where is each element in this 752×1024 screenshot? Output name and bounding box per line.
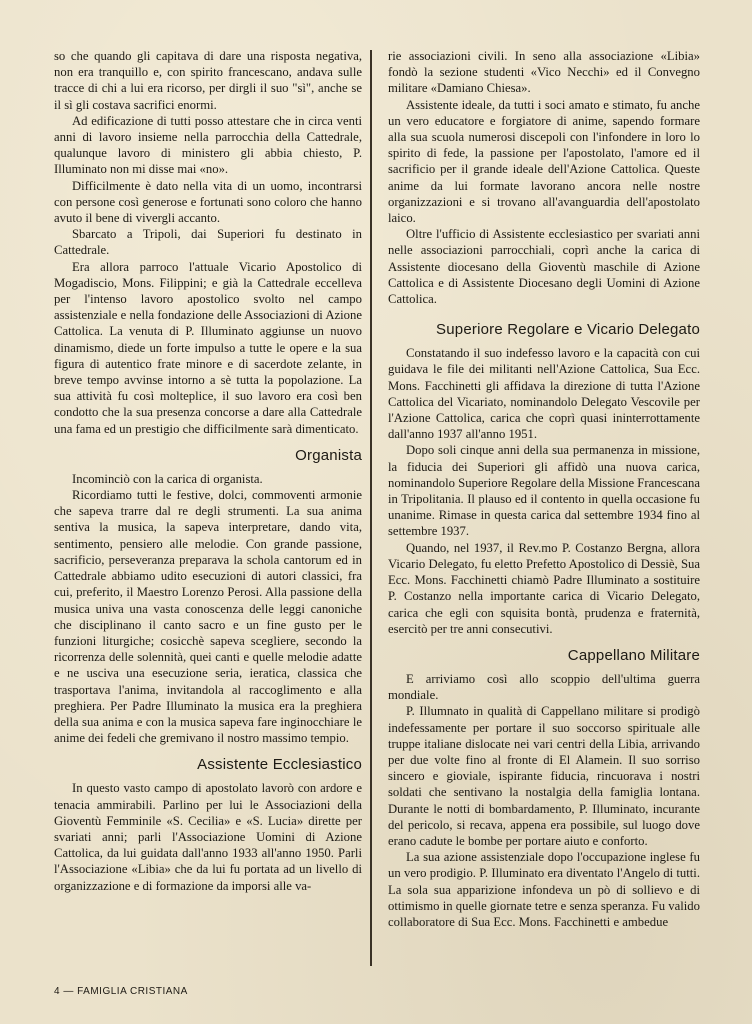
paragraph: E arriviamo così allo scoppio dell'ultima guerra mondiale. (388, 671, 700, 703)
section-heading-cappellano: Cappellano Militare (567, 646, 700, 664)
paragraph: Dopo soli cinque anni della sua permanenza in missione, la fiducia dei Superiori gli affidò una nuova carica, nominandolo Superiore Regolare della Missione Francescana in Tripolitania. Il plauso ed il contento in quella occasione fu unanime. Rimase in questa carica dal settembre 1934 fino al settembre 1937. (388, 443, 700, 539)
section-heading-assistente: Assistente Ecclesiastico (197, 756, 362, 774)
paragraph: so che quando gli capitava di dare una risposta negativa, non era tranquillo e, con spirito francescano, andava sulle tracce di chi a lui era ricorso, per dirgli il suo "sì", anche se il sì gli costava sacrifici enormi. (54, 49, 362, 112)
paragraph: rie associazioni civili. In seno alla associazione «Libia» fondò la sezione studenti «Vico Necchi» ed il Convegno militare «Damiano Chiesa». (388, 49, 700, 96)
paragraph: In questo vasto campo di apostolato lavorò con ardore e tenacia ammirabili. Parlino per lui le Associazioni della Gioventù Femminile «S. Cecilia» e «S. Lucia» dirette per svariati anni; parli l'Associazione Uomini di Azione Cattolica, da lui guidata dall'anno 1933 all'anno 1950. Parli l'Associazione «Libia» che da lui fu portata ad un livello di organizzazione e di formazione da imporsi alle va- (54, 781, 362, 893)
paragraph: Sbarcato a Tripoli, dai Superiori fu destinato in Cattedrale. (54, 227, 362, 258)
paragraph: P. Illumnato in qualità di Cappellano militare si prodigò indefessamente per portare il suo soccorso spirituale alle truppe italiane dislocate nei vari centri della Libia, arrivando per due volte fino al fronte di El Alamein. Il suo sorriso sincero e gioviale, ispirante fiducia, rincuorava i nostri soldati che sentivano la nostalgia della famiglia lontana. Durante le notti di bombardamento, P. Illuminato, incurante del pericolo, si recava, appena era possibile, sul luogo dove erano cadute le bombe per portare aiuto e conforto. (388, 704, 700, 848)
paragraph: Quando, nel 1937, il Rev.mo P. Costanzo Bergna, allora Vicario Delegato, fu eletto Prefetto Apostolico di Dessiè, Sua Ecc. Mons. Facchinetti chiamò Padre Illuminato a sostituire P. Costanzo nella importante carica di Vicario Delegato, carica che egli con squisita bontà, prudenza e fraternità, esercitò per tre anni consecutivi. (388, 540, 700, 636)
paragraph: Ricordiamo tutti le festive, dolci, commoventi armonie che sapeva trarre dal re degli strumenti. La sua anima sentiva la musica, la sapeva interpretare, dando vita, sentimento, pensiero alle melodie. Con grande passione, sacrificio, perseveranza preparava la schola cantorum ed in Cattedrale abbiamo udito esecuzioni di autori classici, fra cui, preferito, il Maestro Lorenzo Perosi. Alla passione della musica univa una vasta conoscenza delle leggi canoniche che disciplinano il canto sacro e un fine gusto per le funzioni liturgiche; cosicchè sapeva scegliere, secondo la ricorrenza delle solennità, quei canti e quelle melodie adatte e ne usciva una esecuzione seria, ieratica, classica che trasportava l'anima, invitandola al raccoglimento e alla preghiera. Per Padre Illuminato la musica era la preghiera della sua anima e con la musica sapeva fare inginocchiare le anime dei fedeli che gremivano il nostro massimo tempio. (54, 488, 362, 746)
paragraph: Era allora parroco l'attuale Vicario Apostolico di Mogadiscio, Mons. Filippini; e già la Cattedrale eccelleva per l'intenso lavoro apostolico svolto nel campo assistenziale e nella fondazione delle Associazioni di Azione Cattolica. La venuta di P. Illuminato aggiunse un nuovo dinamismo, diede un forte impulso a tutte le opere e la sua figura di autentico frate minore e di sacerdote zelante, in breve tempo avvinse intorno a sè tutta la popolazione. La sua attività fu così molteplice, il suo lavoro era così ben condotto che la sua presenza concorse a dare alla Cattedrale una fama ed un prestigio che difficilmente sarà dimenticato. (54, 259, 362, 436)
paragraph: Difficilmente è dato nella vita di un uomo, incontrarsi con persone così generose e fortunati sono coloro che hanno avuto il bene di vivergli accanto. (54, 178, 362, 226)
paragraph: Assistente ideale, da tutti i soci amato e stimato, fu anche un vero educatore e forgiatore di anime, sapendo formare alla sua scuola numerosi discepoli con l'infondere in loro lo spirito di fede, la passione per l'apostolato, l'amore ed il sacrificio per il grande ideale dell'Azione Cattolica. Queste anime da lui formate lavorano ancora nelle nostre organizzazioni e si trovano all'avanguardia dell'apostolato laico. (388, 97, 700, 226)
right-column (388, 48, 700, 930)
paragraph: Oltre l'ufficio di Assistente ecclesiastico per svariati anni nelle associazioni parrocchiali, coprì anche la carica di Assistente diocesano della Gioventù maschile di Azione Cattolica e di Assistente Diocesano degli Uomini di Azione Cattolica. (388, 227, 700, 307)
paragraph: Incominciò con la carica di organista. (72, 471, 263, 486)
section-heading-organista: Organista (295, 446, 362, 464)
paragraph: Constatando il suo indefesso lavoro e la capacità con cui guidava le file dei militanti nell'Azione Cattolica, Sua Ecc. Mons. Facchinetti gli affidava la direzione di tutta l'Azione Cattolica del Vicariato, nominandolo Delegato Vescovile per l'Azione Cattolica, carica che coprì quasi ininterrottamente dall'anno 1937 all'anno 1951. (388, 346, 700, 442)
page-footer: 4 — FAMIGLIA CRISTIANA (54, 986, 188, 997)
column-divider (370, 50, 372, 966)
paragraph: La sua azione assistenziale dopo l'occupazione inglese fu un vero prodigio. P. Illuminato era diventato l'Angelo di tutti. La sola sua apparizione infondeva un pò di sollievo e di ottimismo in quelle giornate tetre e senza speranza. Fu valido collaboratore di Sua Ecc. Mons. Facchinetti e ambedue (388, 850, 700, 929)
section-heading-superiore: Superiore Regolare e Vicario Delegato (436, 321, 700, 339)
left-column (54, 48, 362, 894)
paragraph: Ad edificazione di tutti posso attestare che in circa venti anni di lavoro insieme nella parrocchia della Cattedrale, qualunque lavoro di ministero gli abbia chiesto, P. Illuminato non mi disse mai «no». (54, 113, 362, 177)
